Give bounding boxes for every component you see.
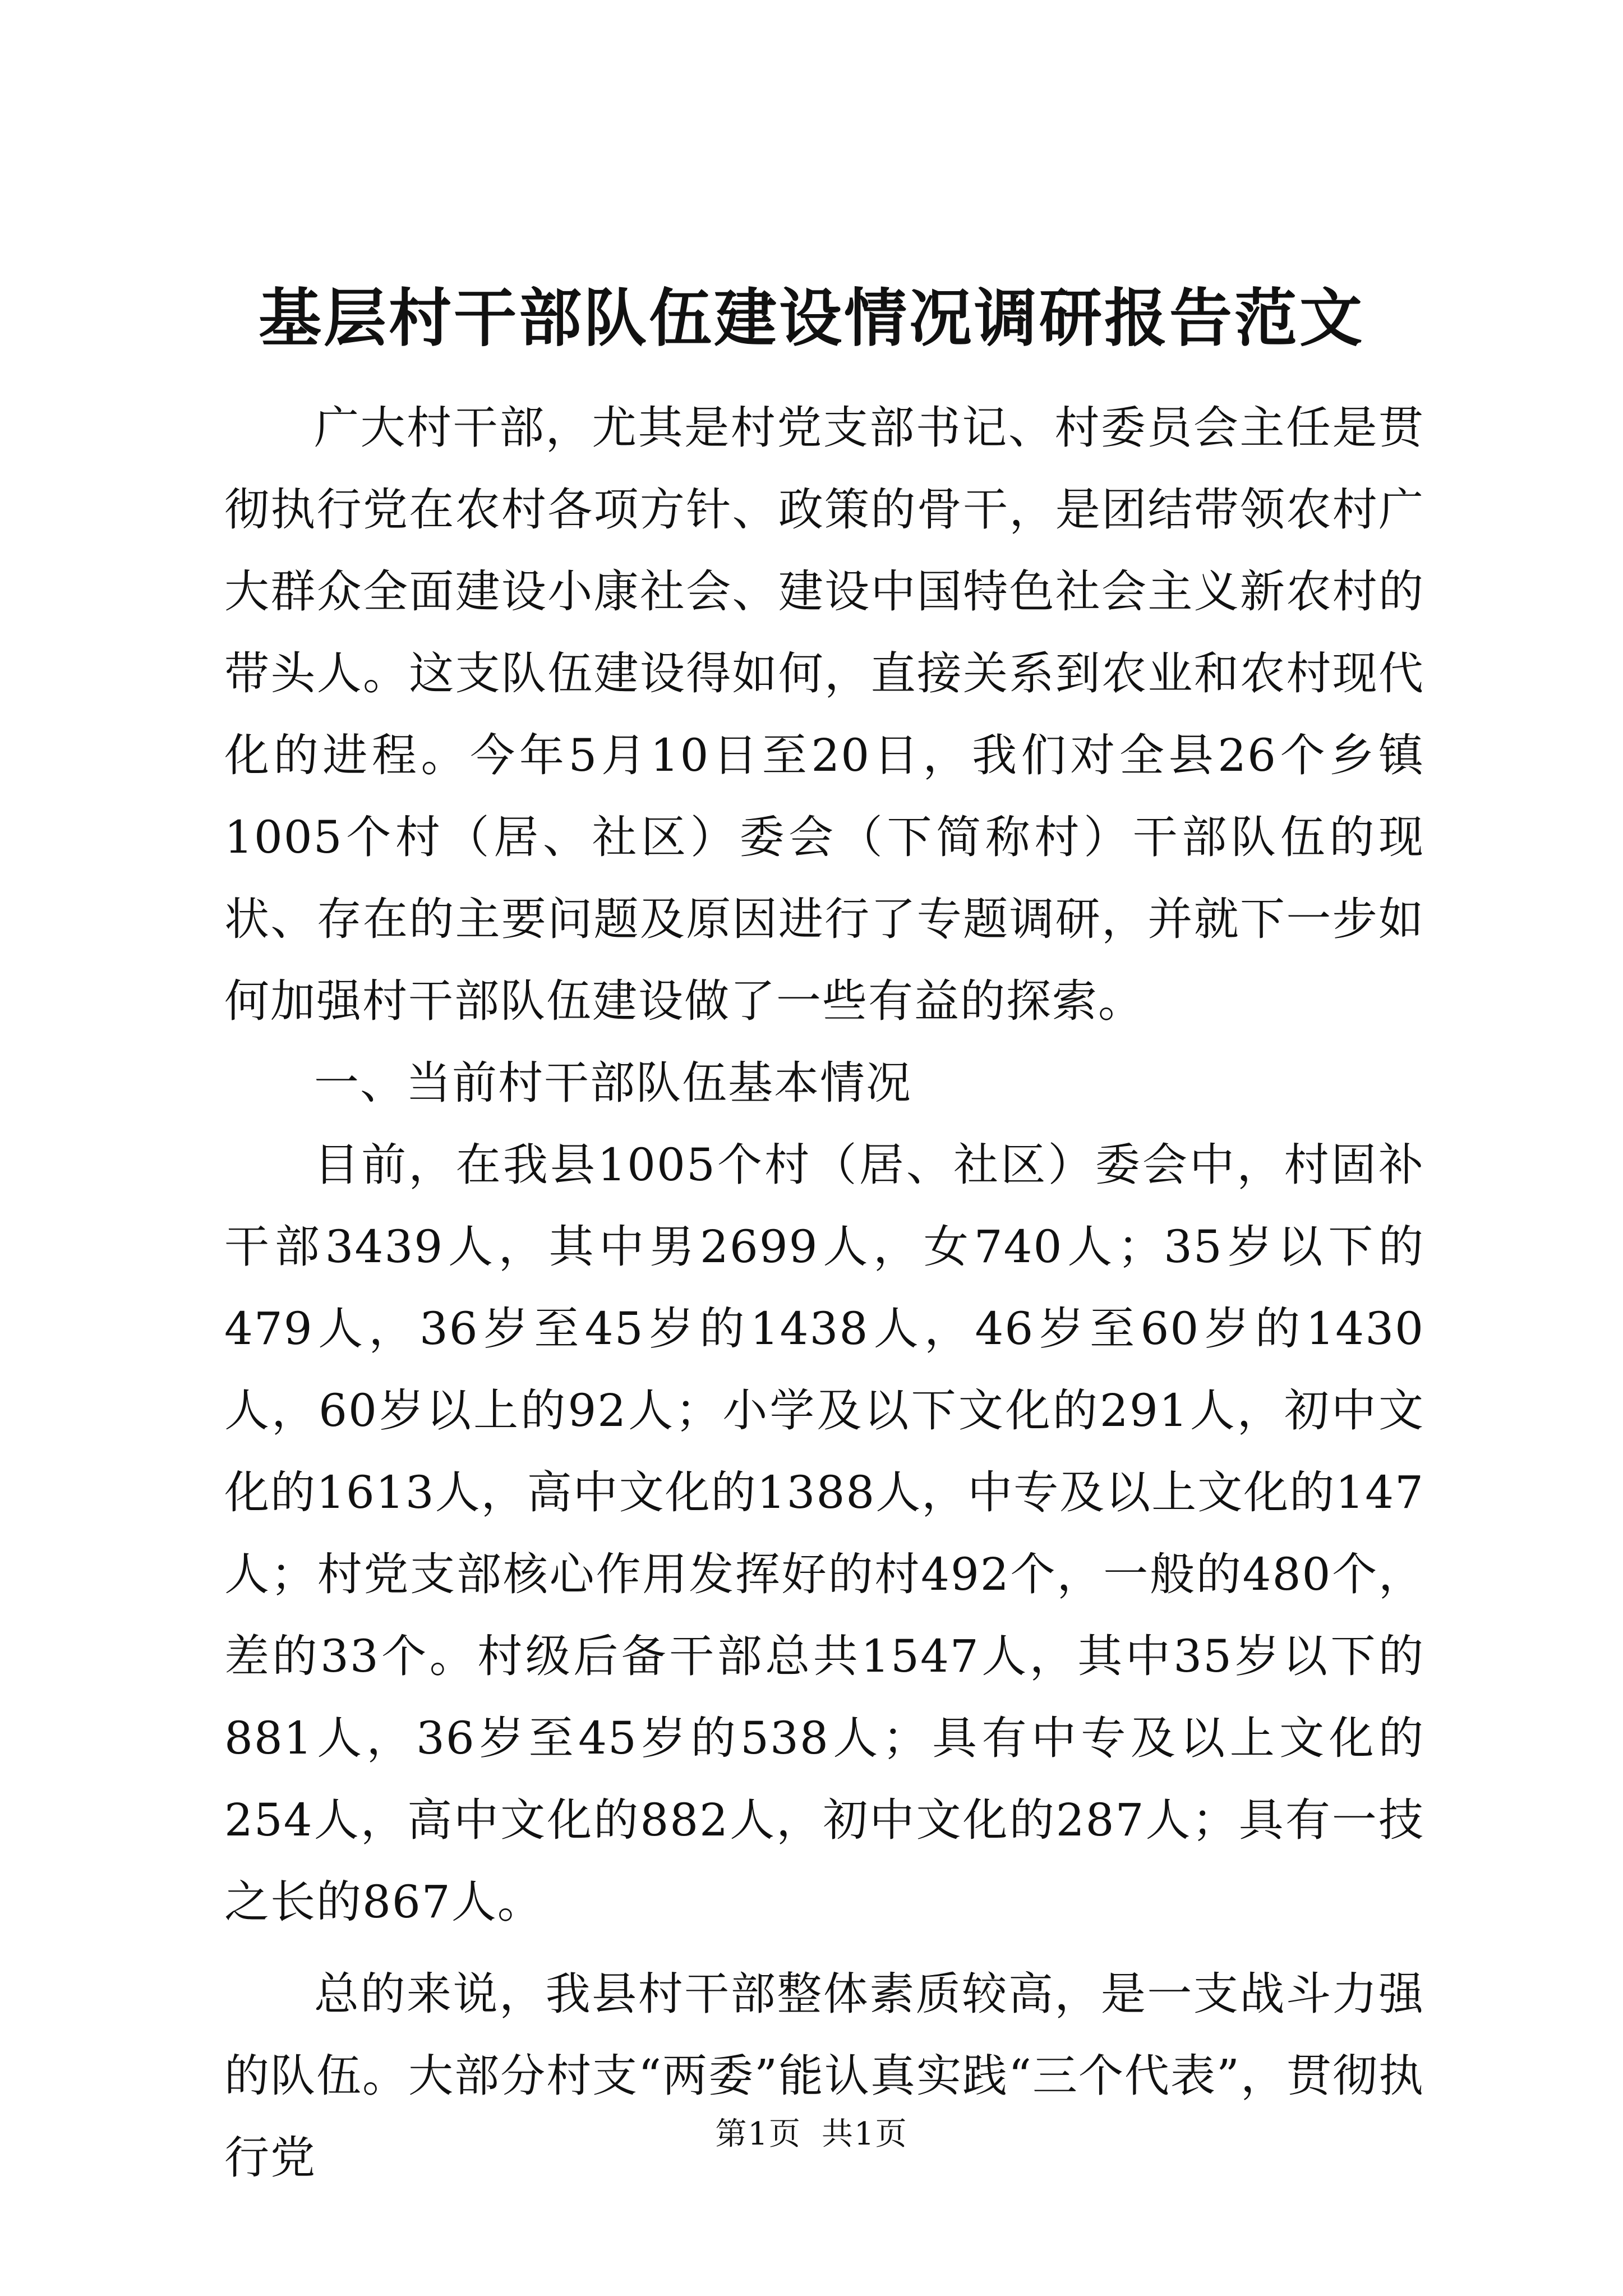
paragraph-statistics: 目前，在我县1005个村（居、社区）委会中，村固补干部3439人，其中男2699人，女740人；35岁以下的479人，36岁至45岁的1438人，46岁至60岁的1430人，60岁以上的92人；小学及以下文化的291人，初中文化的1613人，高中文化的1388人，中专及以上文化的147人；村党支部核心作用发挥好的村492个，一般的480个，差的33个。村级后备干部总共1547人，其中35岁以下的881人，36岁至45岁的538人；具有中专及以上文化的254人，高中文化的882人，初中文化的287人；具有一技之长的867人。 [224, 1139, 1424, 1928]
page-number: 第1页 [715, 2116, 801, 2152]
page-footer [0, 2115, 1623, 2154]
document-title: 基层村干部队伍建设情况调研报告范文 [259, 282, 1364, 355]
paragraph-summary: 总的来说，我县村干部整体素质较高，是一支战斗力强的队伍。大部分村支“两委”能认真实践“三个代表”，贯彻执行党 [224, 1968, 1424, 2184]
page-total: 共1页 [822, 2116, 908, 2152]
document-body [224, 387, 1424, 2199]
section-heading-1: 一、当前村干部队伍基本情况 [314, 1057, 912, 1109]
paragraph-intro: 广大村干部，尤其是村党支部书记、村委员会主任是贯彻执行党在农村各项方针、政策的骨干，是团结带领农村广大群众全面建设小康社会、建设中国特色社会主义新农村的带头人。这支队伍建设得如何，直接关系到农业和农村现代化的进程。今年5月10日至20日，我们对全县26个乡镇1005个村（居、社区）委会（下简称村）干部队伍的现状、存在的主要问题及原因进行了专题调研，并就下一步如何加强村干部队伍建设做了一些有益的探索。 [224, 402, 1424, 1027]
